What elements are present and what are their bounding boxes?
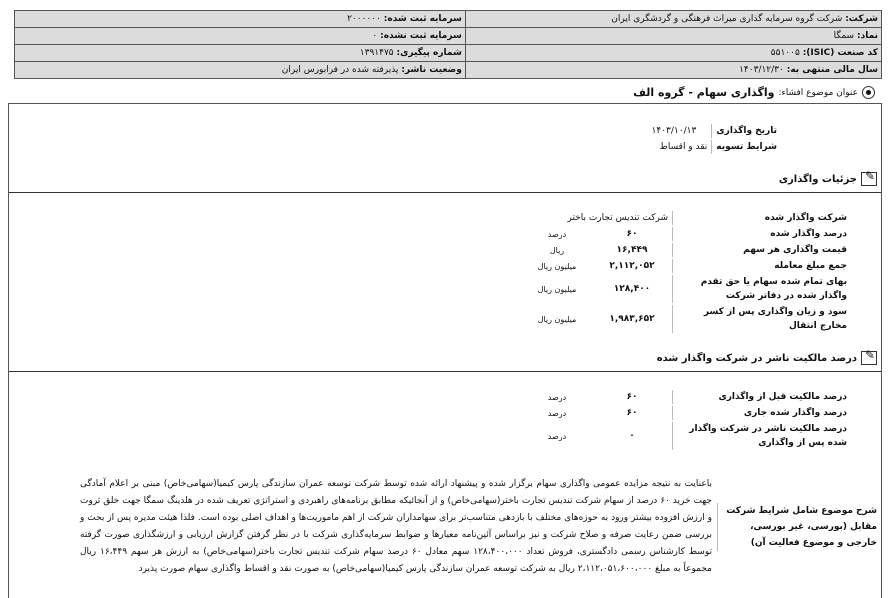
detail-label: بهای تمام شده سهام یا حق تقدم واگذار شده در دفاتر شرکت	[672, 275, 847, 303]
detail-value: ۶۰	[626, 229, 638, 239]
summary-label: تاریخ واگذاری	[711, 124, 777, 138]
fiscal-year-cell: سال مالی منتهی به: ۱۴۰۳/۱۲/۳۰	[465, 62, 881, 79]
edit-note-icon	[861, 351, 877, 365]
detail-unit: میلیون ریال	[537, 261, 577, 271]
company-cell: شرکت: شرکت گروه سرمایه گذاری میراث فرهنگی و گردشگری ایران	[465, 11, 881, 28]
ownership-heading: ✎ درصد مالکیت ناشر در شرکت واگذار شده	[9, 345, 881, 372]
ownership-block	[9, 372, 881, 462]
detail-value: ۲,۱۱۲,۰۵۲	[609, 261, 655, 271]
ownership-unit: درصد	[547, 392, 567, 402]
summary-block	[9, 104, 881, 166]
company-info-table	[14, 10, 882, 79]
detail-unit: میلیون ریال	[537, 314, 577, 324]
detail-row	[9, 305, 847, 333]
detail-value: ۱۶,۴۴۹	[616, 245, 648, 255]
edit-note-icon	[861, 172, 877, 186]
description-text: باعنایت به نتیجه مزایده عمومی واگذاری سهام برگزار شده و پیشنهاد ارائه شده توسط شرکت توسعه عمران سازندگی پارس کیمیا(سهامی‌خاص) مبنی بر اعلام آمادگی جهت خرید ۶۰ درصد از سهام شرکت تندیس تجارت باختر(سهامی‌خاص) و از آنجائیکه مطابق برنامه‌های راهبردی و استراتژی تعریف شده در هلدینگ سمگا جهت خلق ثروت و ارزش افزوده بیشتر ورود به حوزه‌های مختلف با بازدهی متناسب‌تر برای سهامداران شرکت از اهم ماموریت‌ها و اهداف اصلی بوده است. فلذا هیئت مدیره پس از بحث و بررسی ضمن رعایت صرفه و صلاح شرکت و نیز براساس آئین‌نامه معیارها و ضوابط سرمایه‌گذاری شرکت با در نظر گرفتن گزارش ارزیابی و ارزشگذاری صورت گرفته توسط کارشناس رسمی دادگستری، فروش تعداد ۱۲۸،۴۰۰،۰۰۰ سهم معادل ۶۰ درصد سهام شرکت تندیس تجارت باختر(سهامی‌خاص) به ارزش هر سهم ۱۶،۴۴۹ ریال مجموعاً به مبلغ ۲،۱۱۲،۰۵۱،۶۰۰،۰۰۰ ریال به شرکت توسعه عمران سازندگی پارس کیمیا(سهامی‌خاص) به صورت نقد و اقساط واگذاری سهام صورت پذیرد	[80, 479, 713, 574]
radio-bullet-icon	[862, 86, 875, 99]
detail-unit: درصد	[547, 229, 567, 239]
summary-row	[9, 140, 777, 154]
detail-value: ۱,۹۸۳,۶۵۲	[609, 314, 655, 324]
detail-row	[9, 227, 847, 241]
details-block	[9, 193, 881, 345]
detail-value: شرکت تندیس تجارت باختر	[567, 213, 668, 223]
detail-row	[9, 275, 847, 303]
ownership-label: درصد مالکیت قبل از واگذاری	[672, 390, 847, 404]
detail-label: جمع مبلغ معامله	[672, 259, 847, 273]
detail-label: سود و زیان واگذاری پس از کسر مخارج انتقال	[672, 305, 847, 333]
ownership-unit: درصد	[547, 408, 567, 418]
detail-unit: میلیون ریال	[537, 284, 577, 294]
ownership-label: درصد واگذار شده جاری	[672, 406, 847, 420]
tracking-cell: شماره پیگیری: ۱۳۹۱۴۷۵	[15, 45, 466, 62]
ownership-value: ۰	[629, 431, 635, 441]
detail-label: شرکت واگذار شده	[672, 211, 847, 225]
detail-row	[9, 243, 847, 257]
detail-label: درصد واگذار شده	[672, 227, 847, 241]
detail-value: ۱۲۸,۴۰۰	[613, 284, 651, 294]
details-heading: ✎ جزئیات واگذاری	[9, 166, 881, 193]
detail-unit: ریال	[549, 245, 565, 255]
summary-value: نقد و اقساط	[659, 142, 708, 152]
report-body	[8, 103, 882, 598]
isic-cell: کد صنعت (ISIC): ۵۵۱۰۰۵	[465, 45, 881, 62]
ownership-value: ۶۰	[626, 392, 638, 402]
ownership-value: ۶۰	[626, 408, 638, 418]
publisher-status-cell: وضعیت ناشر: پذیرفته شده در فرابورس ایران	[15, 62, 466, 79]
summary-row	[9, 124, 777, 138]
description-row	[9, 462, 881, 578]
ownership-unit: درصد	[547, 431, 567, 441]
summary-label: شرایط تسویه	[711, 140, 777, 154]
ownership-row	[9, 406, 847, 420]
title-label: عنوان موضوع افشاء:	[778, 87, 858, 98]
summary-value: ۱۴۰۳/۱۰/۱۳	[651, 126, 697, 136]
unregistered-capital-cell: سرمایه ثبت نشده: ۰	[15, 28, 466, 45]
ownership-label: درصد مالکیت ناشر در شرکت واگذار شده پس از واگذاری	[672, 422, 847, 450]
symbol-cell: نماد: سمگا	[465, 28, 881, 45]
ownership-row	[9, 422, 847, 450]
registered-capital-cell: سرمایه ثبت شده: ۲۰۰۰۰۰۰	[15, 11, 466, 28]
disclosure-title	[633, 86, 875, 99]
detail-row	[9, 259, 847, 273]
detail-label: قیمت واگذاری هر سهم	[672, 243, 847, 257]
title-value: واگذاری سهام - گروه الف	[633, 86, 775, 99]
ownership-row	[9, 390, 847, 404]
description-label: شرح موضوع شامل شرایط شرکت مقابل (بورسی، غیر بورسی، خارجی و موضوع فعالیت آن)	[717, 503, 881, 551]
detail-row	[9, 211, 847, 225]
